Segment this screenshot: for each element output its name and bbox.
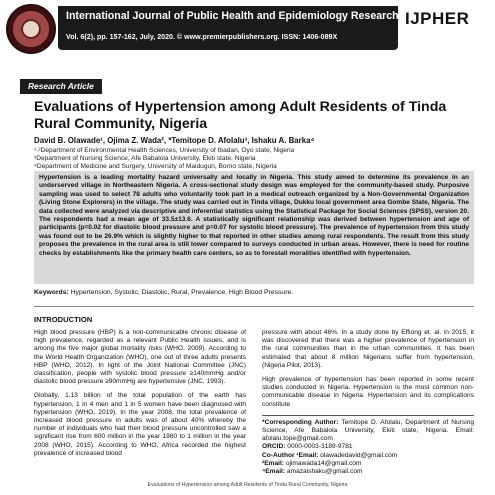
publisher-seal-icon xyxy=(6,4,56,54)
email-2-label: ²Email: xyxy=(262,459,284,467)
journal-banner xyxy=(58,6,398,50)
email-4-line xyxy=(262,468,474,476)
journal-title: International Journal of Public Health and Epidemiology Research xyxy=(66,10,399,22)
intro-paragraph-1: High blood pressure (HBP) is a non-communicable chronic disease of high prevalence, regarded as a relevant Public Health issues, and is among the five major global mortality risks (WHO, 2009). According to the World Health Organization (WHO), one out of three adults presents HBP (WHO, 2012). In light of the Joint National Committee (JNC) classification, people with systolic blood pressure ≥140mmHg and/or diastolic blood pressure ≥90mmHg are hypertensive (JNC, 1993). xyxy=(34,329,246,386)
affiliation-2: ³Department of Nursing Science, Afe Babalola University, Ekiti state, Nigeria xyxy=(34,155,256,162)
correspondence-block xyxy=(262,415,474,476)
corresponding-author-text: Temitope D. Afolalu, Department of Nursing Science, Afe Babalola University, Ekiti state, Nigeria. Email: afolalu.tope@gmail.com xyxy=(262,418,474,443)
keywords-text: Hypertension, Systolic, Diastolic, Rural, Prevalence, High Blood Pressure. xyxy=(70,289,294,296)
affiliation-3: ⁴Department of Medicine and Surgery, University of Maiduguri, Borno state, Nigeria xyxy=(34,163,277,170)
author-list: David B. Olawade¹, Ojima Z. Wada², *Temitope D. Afolalu³, Ishaku A. Barka⁴ xyxy=(34,136,315,145)
journal-brand: IJPHER xyxy=(405,9,470,28)
email-4-value[interactable]: amazaishaku@gmail.com xyxy=(286,468,363,476)
corresponding-author-label: *Corresponding Author: xyxy=(262,418,339,426)
orcid-value[interactable]: 0000-0003-3189-9781 xyxy=(287,443,353,451)
coauthor-email-label: Co-Author ¹Email: xyxy=(262,451,319,459)
email-2-value[interactable]: ojimawada14@gmail.com xyxy=(285,459,362,467)
body-column-right xyxy=(262,329,474,476)
seal-center xyxy=(22,20,40,38)
intro-paragraph-4: High prevalence of hypertension has been reported in some recent studies conducted in Nigeria. Hypertension is the most common non-communicable disease in Nigeria. Hypertension and its complications constitute xyxy=(262,376,474,408)
affiliation-1: ¹˒²Department of Environmental Health Sciences, University of Ibadan, Oyo state, Nigeria xyxy=(34,147,295,154)
section-divider xyxy=(34,306,474,307)
body-column-left xyxy=(34,329,246,464)
journal-header xyxy=(0,0,495,58)
abstract-box: Hypertension is a leading mortality hazard universally and locally in Nigeria. This study aimed to determine its prevalence in an underserved village in Northeastern Nigeria. A cross-sectional study design was employed for the community-based study. Purposive sampling was used to select 78 adults who voluntarily took part in a medical outreach organized by a Non-Governmental Organization (Living Stone Explorers) in the village. The study was carried out in Tinda village, Dukku local government area Gombe State, Nigeria. The data collected were analyzed via descriptive and inferential statistics using the Statistical Package for Social Sciences (SPSS), version 20. The respondents had a mean age of 33.5±13.6. A statistically significant relationship was derived between hypertension and age of participants (p=0.02 for diastolic blood pressure and p=0.07 for systolic blood pressure). The prevalence of hypertension from this study was found out to be 26.9% which is slightly higher to that reported in other studies among rural respondents. The result from this study proposes the prevalence in the rural area is still lower compared to surveys conducted in urban areas. However, there is need for routine checks by establishments like the primary health care centers, so as to forestall moralities identified with hypertension. xyxy=(34,171,474,284)
coauthor-email-line xyxy=(262,452,474,460)
orcid-label: ORCID: xyxy=(262,443,286,451)
article-type-badge: Research Article xyxy=(20,79,102,94)
orcid-line xyxy=(262,443,474,451)
keywords-label: Keywords: xyxy=(34,289,69,296)
coauthor-email-value[interactable]: olawadedavid@gmail.com xyxy=(320,451,398,459)
introduction-heading: INTRODUCTION xyxy=(34,315,93,324)
journal-issue-info: Vol. 6(2), pp. 157-162, July, 2020. © www.premierpublishers.org. ISSN: 1406-089X xyxy=(66,33,338,41)
intro-paragraph-3: pressure with about 46%. In a study done by Effiong et. al. in 2015, it was discovered that there was a higher prevalence of hypertension in the rural communities than in the urban communities. It has been estimated that about 8 million Nigerians suffer from hypertension, (Nigeria Pilot, 2013). xyxy=(262,329,474,369)
intro-paragraph-2: Globally, 1.13 billion of the total population of the earth has hypertension, 1 in 4 men and 1 in 5 women have been diagnosed with hypertension (WHO, 2019). In the year 2008, the total prevalence of increased blood pressure in adults was of about 40% whereby the number of individuals who had their blood pressure uncontrolled saw a significant rise from 600 million in the year 1980 to 1 million in the year 2008 (WHO, 2015). According to WHO, Africa recorded the highest prevalence of increased blood xyxy=(34,392,246,457)
page-footer: Evaluations of Hypertension among Adult Residents of Tinda Rural Community, Nigeria xyxy=(147,482,348,488)
email-2-line xyxy=(262,460,474,468)
keywords-line xyxy=(34,289,474,296)
email-4-label: ⁴Email: xyxy=(262,468,286,476)
corresponding-author xyxy=(262,419,474,444)
paper-title: Evaluations of Hypertension among Adult Residents of Tinda Rural Community, Nigeria xyxy=(34,99,447,132)
